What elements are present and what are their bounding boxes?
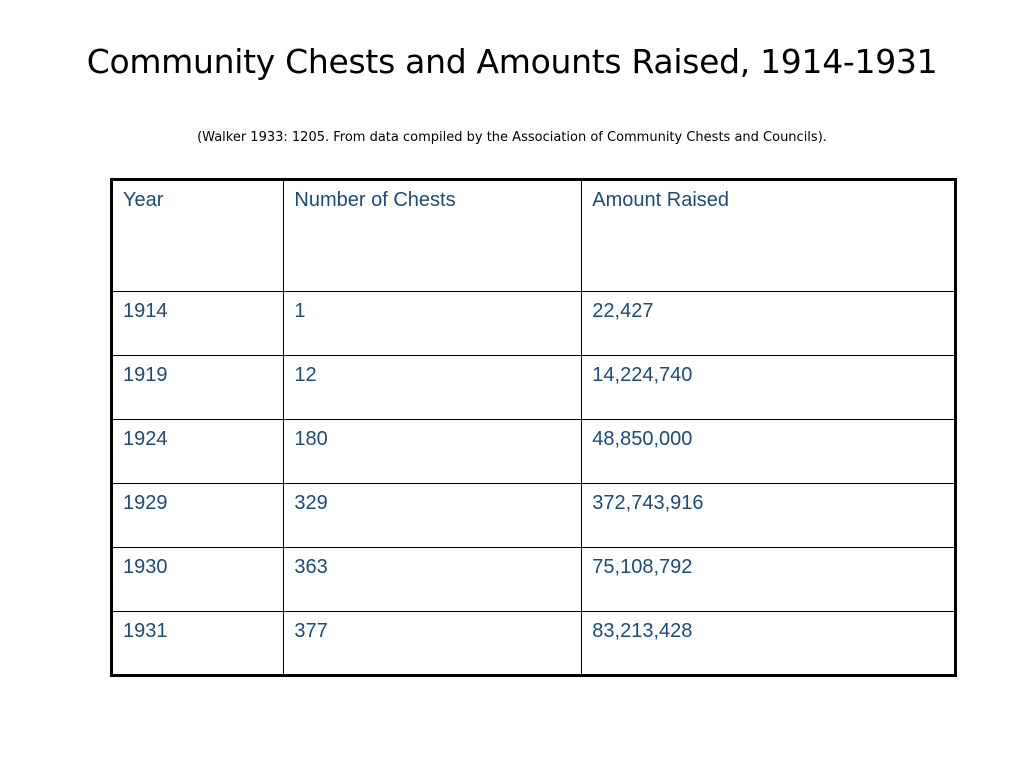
cell-number-of-chests: 377 (284, 612, 582, 676)
table-row (112, 484, 956, 548)
cell-amount-raised: 14,224,740 (582, 356, 956, 420)
data-table (110, 178, 957, 677)
table-row (112, 356, 956, 420)
cell-amount-raised: 372,743,916 (582, 484, 956, 548)
header-year: Year (112, 180, 284, 292)
table-row (112, 548, 956, 612)
slide-title: Community Chests and Amounts Raised, 1914-1931 (86, 42, 938, 81)
table-row (112, 612, 956, 676)
cell-amount-raised: 83,213,428 (582, 612, 956, 676)
cell-number-of-chests: 1 (284, 292, 582, 356)
cell-amount-raised: 22,427 (582, 292, 956, 356)
cell-amount-raised: 48,850,000 (582, 420, 956, 484)
table-row (112, 292, 956, 356)
table-header (112, 180, 956, 292)
cell-year: 1924 (112, 420, 284, 484)
table-body (112, 292, 956, 676)
header-number-of-chests: Number of Chests (284, 180, 582, 292)
table-row (112, 420, 956, 484)
cell-year: 1930 (112, 548, 284, 612)
cell-amount-raised: 75,108,792 (582, 548, 956, 612)
cell-number-of-chests: 329 (284, 484, 582, 548)
cell-number-of-chests: 180 (284, 420, 582, 484)
slide-subtitle: (Walker 1933: 1205. From data compiled by the Association of Community Chests and Councils). (197, 130, 827, 145)
header-row (112, 180, 956, 292)
cell-year: 1919 (112, 356, 284, 420)
header-amount-raised: Amount Raised (582, 180, 956, 292)
cell-number-of-chests: 363 (284, 548, 582, 612)
cell-year: 1914 (112, 292, 284, 356)
cell-number-of-chests: 12 (284, 356, 582, 420)
cell-year: 1931 (112, 612, 284, 676)
cell-year: 1929 (112, 484, 284, 548)
